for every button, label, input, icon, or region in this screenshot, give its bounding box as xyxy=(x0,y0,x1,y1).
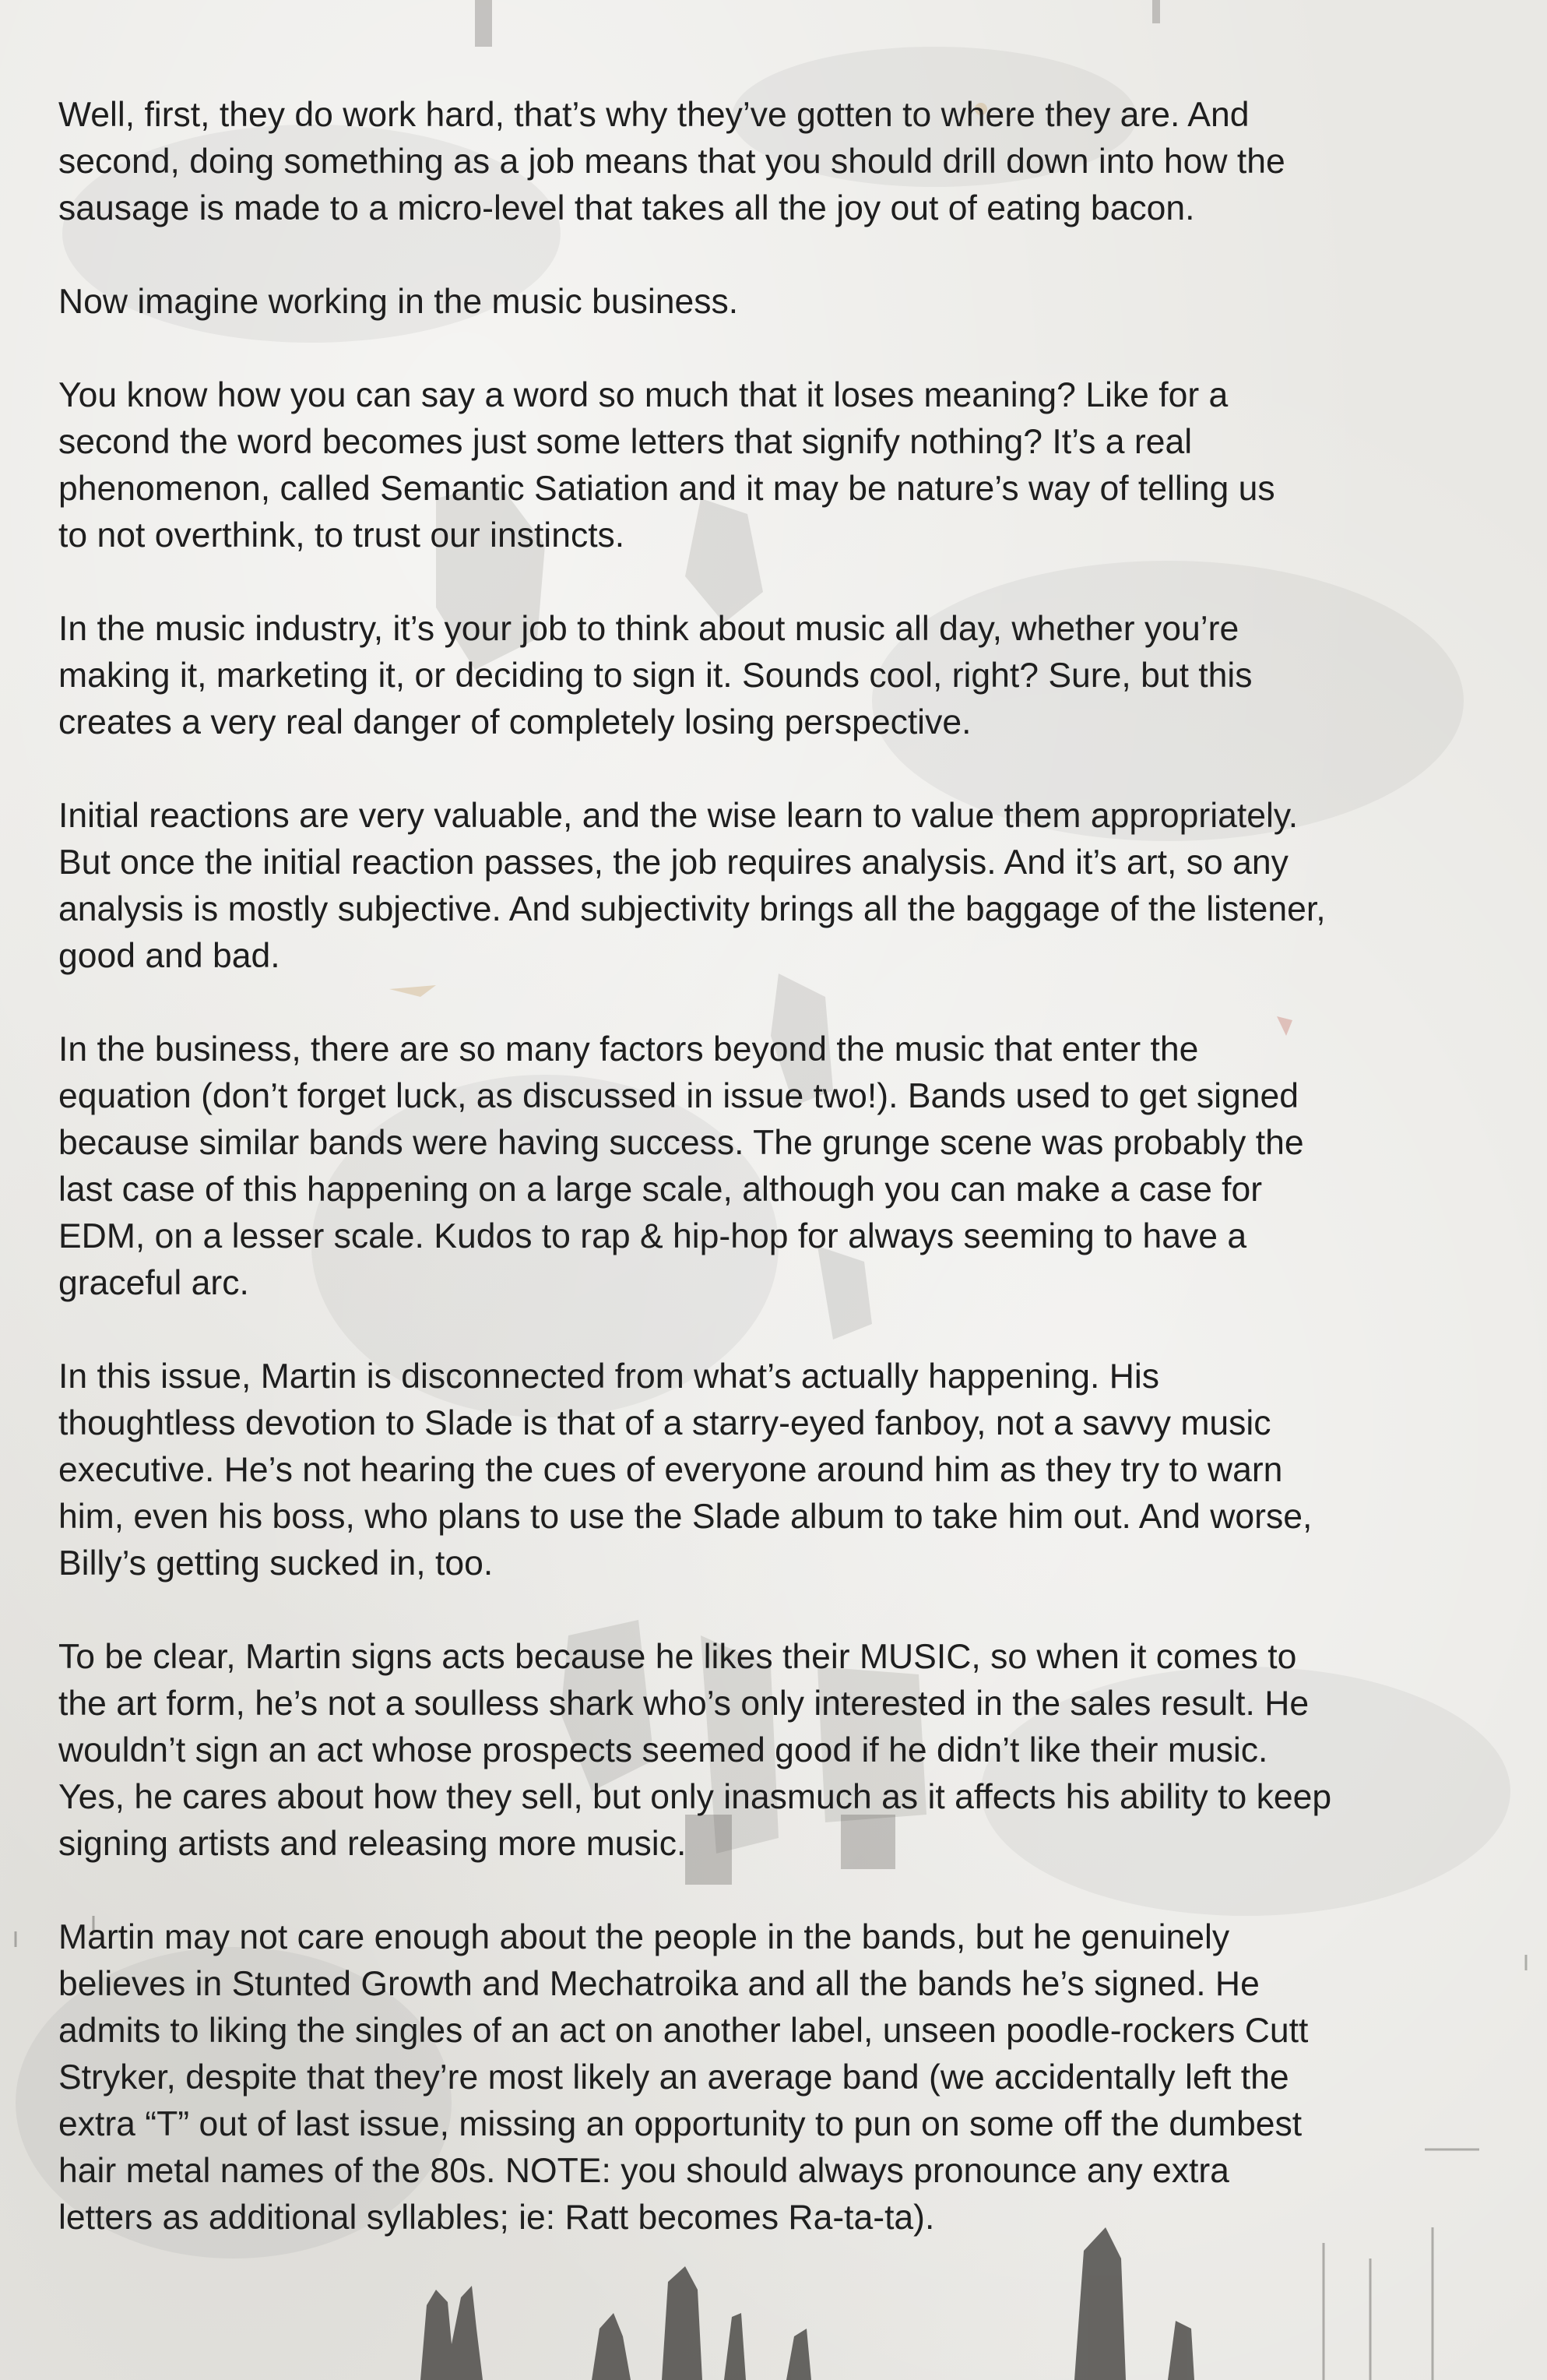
paragraph: In the music industry, it’s your job to think about music all day, whether you’re making it, marketing it, or deciding to sign it. Sounds cool, right? Sure, but this creates a very real danger of completely losing perspective. xyxy=(58,610,1253,741)
paragraph: Well, first, they do work hard, that’s why they’ve gotten to where they are. And second, doing something as a job means that you should drill down into how the sausage is made to a micro-level that takes all the joy out of eating bacon. xyxy=(58,96,1285,227)
paragraph: In the business, there are so many factors beyond the music that enter the equation (don’t forget luck, as discussed in issue two!). Bands used to get signed because similar bands were having success. The grunge scene was probably the last case of this happening on a large scale, although you can make a case for EDM, on a lesser scale. Kudos to rap & hip-hop for always seeming to have a graceful arc. xyxy=(58,1030,1304,1302)
paragraph: Initial reactions are very valuable, and the wise learn to value them appropriately. But once the initial reaction passes, the job requires analysis. And it’s art, so any analysis is mostly subjective. And subjectivity brings all the baggage of the listener, good and bad. xyxy=(58,797,1326,975)
paragraph: Now imagine working in the music business. xyxy=(58,283,739,321)
paragraph: You know how you can say a word so much that it loses meaning? Like for a second the word becomes just some letters that signify nothing? It’s a real phenomenon, called Semantic Satiation and it may be nature’s way of telling us to not overthink, to trust our instincts. xyxy=(58,376,1275,555)
paragraph: In this issue, Martin is disconnected from what’s actually happening. His thoughtless devotion to Slade is that of a starry-eyed fanboy, not a savvy music executive. He’s not hearing the cues of everyone around him as they try to warn him, even his boss, who plans to use the Slade album to take him out. And worse, Billy’s getting sucked in, too. xyxy=(58,1357,1313,1583)
article-body xyxy=(58,92,1499,2288)
paragraph: To be clear, Martin signs acts because he likes their MUSIC, so when it comes to the art form, he’s not a soulless shark who’s only interested in the sales result. He wouldn’t sign an act whose prospects seemed good if he didn’t like their music. Yes, he cares about how they sell, but only inasmuch as it affects his ability to keep signing artists and releasing more music. xyxy=(58,1638,1332,1863)
paragraph: Martin may not care enough about the people in the bands, but he genuinely believes in Stunted Growth and Mechatroika and all the bands he’s signed. He admits to liking the singles of an act on another label, unseen poodle-rockers Cutt Stryker, despite that they’re most likely an average band (we accidentally left the extra “T” out of last issue, missing an opportunity to pun on some off the dumbest hair metal names of the 80s. NOTE: you should always pronounce any extra letters as additional syllables; ie: Ratt becomes Ra-ta-ta). xyxy=(58,1918,1309,2237)
